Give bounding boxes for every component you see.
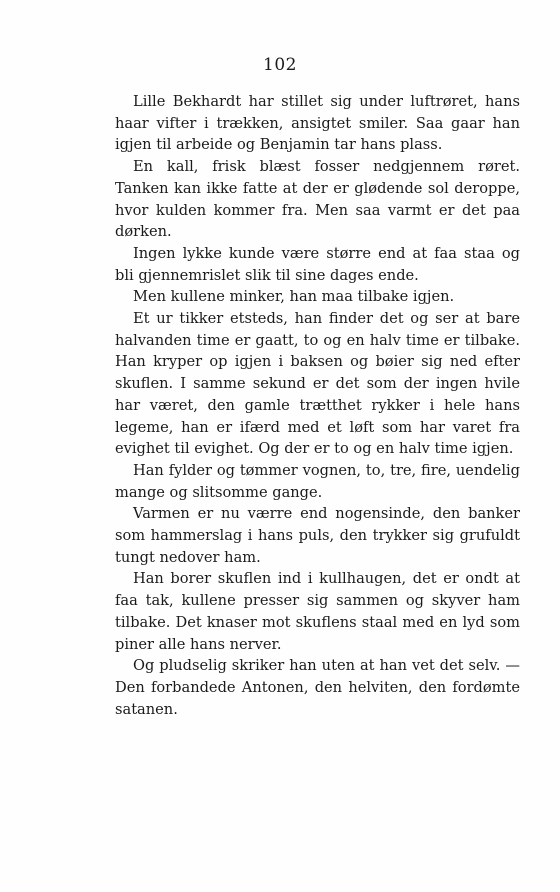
body-text: [115, 91, 520, 720]
paragraph: En kall, frisk blæst fosser nedgjennem røret. Tanken kan ikke fatte at der er glødende sol deroppe, hvor kulden kommer fra. Men saa varmt er det paa dørken.: [115, 158, 520, 241]
paragraph: Lille Bekhardt har stillet sig under luftrøret, hans haar vifter i trækken, ansigtet smiler. Saa gaar han igjen til arbeide og Benjamin tar hans plass.: [115, 93, 520, 154]
paragraph: Varmen er nu værre end nogensinde, den banker som hammerslag i hans puls, den trykker sig grufuldt tungt nedover ham.: [115, 505, 520, 566]
paragraph: Og pludselig skriker han uten at han vet det selv. — Den forbandede Antonen, den helviten, den fordømte satanen.: [115, 657, 520, 718]
paragraph: Han fylder og tømmer vognen, to, tre, fire, uendelig mange og slitsomme gange.: [115, 461, 520, 501]
page-number: 102: [263, 55, 297, 75]
paragraph: Han borer skuflen ind i kullhaugen, det er ondt at faa tak, kullene presser sig sammen og skyver ham tilbake. Det knaser mot skuflens staal med en lyd som piner alle hans nerver.: [115, 570, 520, 653]
paragraph: Et ur tikker etsteds, han finder det og ser at bare halvanden time er gaatt, to og en halv time er tilbake. Han kryper op igjen i baksen og bøier sig ned efter skuflen. I samme sekund er det som der ingen hvile har været, den gamle trætthet rykker i hele hans legeme, han er ifærd med et løft som har varet fra evighet til evighet. Og der er to og en halv time igjen.: [115, 310, 520, 458]
paragraph: Ingen lykke kunde være større end at faa staa og bli gjennemrislet slik til sine dages ende.: [115, 244, 520, 284]
paragraph: Men kullene minker, han maa tilbake igjen.: [133, 288, 455, 306]
